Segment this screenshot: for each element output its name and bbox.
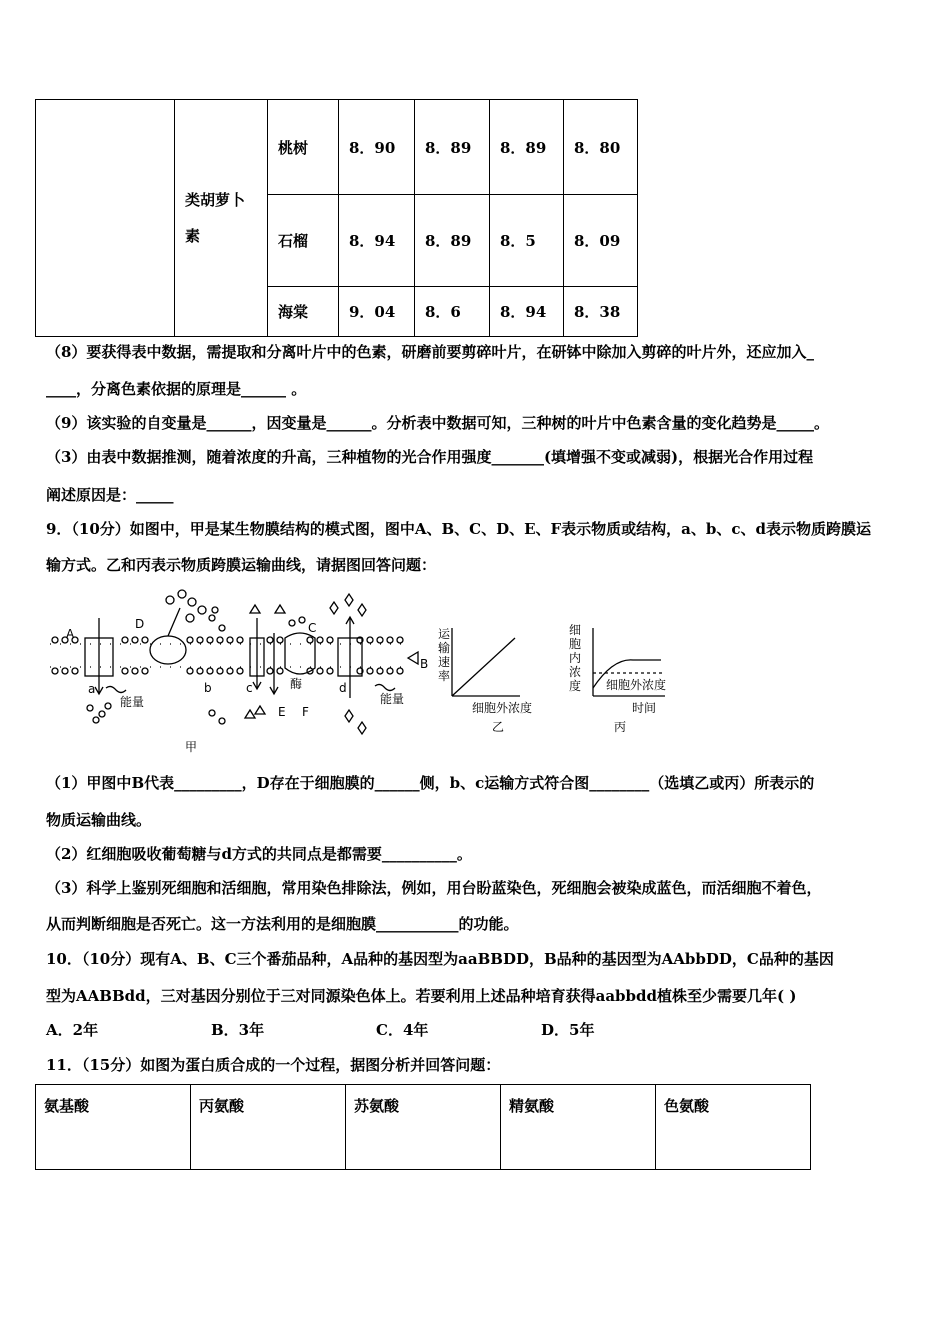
label-F: F — [302, 705, 309, 719]
value-cell: 8．38 — [564, 287, 638, 337]
label-c: c — [246, 681, 253, 695]
label-B: B — [420, 657, 429, 671]
q9-line2: 输方式。乙和丙表示物质跨膜运输曲线，请据图回答问题： — [46, 556, 437, 574]
value-cell: 8．89 — [415, 100, 490, 195]
label-E: E — [278, 705, 286, 719]
yi-xlabel: 细胞外浓度 — [472, 701, 533, 715]
yi-ylabel-1: 运 — [438, 627, 451, 641]
q3-reason-line: 阐述原因是：_____ — [46, 486, 174, 504]
figure-bing-label: 丙 — [614, 720, 627, 734]
value-cell: 8．90 — [339, 100, 415, 195]
value-cell: 8．80 — [564, 100, 638, 195]
energy-label-2: 能量 — [380, 692, 405, 706]
empty-cell — [36, 100, 175, 337]
bing-ylabel-3: 内 — [569, 651, 582, 665]
value-cell: 8．94 — [490, 287, 564, 337]
label-d: d — [339, 681, 347, 695]
value-cell: 9．04 — [339, 287, 415, 337]
yi-ylabel-2: 输 — [438, 641, 451, 655]
yi-ylabel-4: 率 — [438, 669, 451, 683]
value-cell: 8．89 — [415, 195, 490, 287]
q9-sub1-line1: （1）甲图中B代表_________，D存在于细胞膜的______侧，b、c运输方式符合图________（选填乙或丙）所表示的 — [46, 774, 815, 792]
membrane-figure — [40, 588, 740, 758]
category-cell: 类胡萝卜素 — [175, 100, 268, 337]
amino-acid-table — [35, 1084, 811, 1170]
value-cell: 8．94 — [339, 195, 415, 287]
lipid-bilayer — [50, 637, 405, 674]
label-a: a — [88, 682, 96, 696]
pigment-table — [35, 99, 638, 337]
label-b: b — [204, 681, 212, 695]
q11-line1: 11．（15分）如图为蛋白质合成的一个过程，据图分析并回答问题： — [46, 1056, 501, 1074]
energy-label-1: 能量 — [120, 695, 145, 709]
amino-acid-cell: 精氨酸 — [501, 1085, 656, 1170]
bing-ylabel-2: 胞 — [569, 637, 582, 651]
b-arrow-icon — [408, 652, 418, 664]
value-cell: 8．09 — [564, 195, 638, 287]
q8-line2: ____，分离色素依据的原理是______ 。 — [46, 380, 307, 398]
value-cell: 8．6 — [415, 287, 490, 337]
bing-xlabel: 时间 — [632, 701, 657, 715]
q9-sub3-line2: 从而判断细胞是否死亡。这一方法利用的是细胞膜___________的功能。 — [46, 915, 519, 933]
q8-line1: （8）要获得表中数据，需提取和分离叶片中的色素，研磨前要剪碎叶片，在研钵中除加入剪碎的叶片外，还应加入_ — [46, 343, 814, 361]
q9-sub1-line2: 物质运输曲线。 — [46, 811, 152, 829]
label-C: C — [308, 621, 317, 635]
enzyme-label: 酶 — [290, 677, 303, 691]
value-cell: 8．89 — [490, 100, 564, 195]
q10-line2: 型为AABBdd，三对基因分别位于三对同源染色体上。若要利用上述品种培育获得aabbdd植株至少需要几年( ) — [46, 987, 797, 1005]
q10-option-a[interactable]: A．2年 — [46, 1021, 99, 1039]
bing-ylabel-5: 度 — [569, 679, 582, 693]
bing-ylabel-4: 浓 — [569, 665, 582, 679]
q9-variable-line: （9）该实验的自变量是______，因变量是______。分析表中数据可知，三种树的叶片中色素含量的变化趋势是_____。 — [46, 414, 829, 432]
label-D: D — [135, 617, 145, 631]
glycoprotein-d — [150, 636, 186, 664]
amino-acid-cell: 丙氨酸 — [191, 1085, 346, 1170]
bing-ylabel-1: 细 — [569, 623, 582, 637]
yi-ylabel-3: 速 — [438, 655, 451, 669]
amino-acid-cell: 氨基酸 — [36, 1085, 191, 1170]
figure-jia-label: 甲 — [185, 740, 198, 754]
q9-line1: 9．（10分）如图中，甲是某生物膜结构的模式图，图中A、B、C、D、E、F表示物质或结构，a、b、c、d表示物质跨膜运 — [46, 520, 871, 538]
amino-acid-cell: 色氨酸 — [656, 1085, 811, 1170]
plant-cell: 石榴 — [268, 195, 339, 287]
label-A: A — [66, 627, 75, 641]
value-cell: 8．5 — [490, 195, 564, 287]
q9-sub3-line1: （3）科学上鉴别死细胞和活细胞，常用染色排除法，例如，用台盼蓝染色，死细胞会被染成蓝色，而活细胞不着色， — [46, 879, 822, 897]
amino-acid-cell: 苏氨酸 — [346, 1085, 501, 1170]
yi-line — [452, 638, 515, 696]
plant-cell: 海棠 — [268, 287, 339, 337]
q3-photosynthesis-line: （3）由表中数据推测，随着浓度的升高，三种植物的光合作用强度_______(填增强不变或减弱)，根据光合作用过程 — [46, 448, 814, 466]
q10-option-c[interactable]: C．4年 — [376, 1021, 429, 1039]
plant-cell: 桃树 — [268, 100, 339, 195]
bing-dash-label: 细胞外浓度 — [606, 678, 667, 692]
q9-sub2: （2）红细胞吸收葡萄糖与d方式的共同点是都需要__________。 — [46, 845, 472, 863]
q10-line1: 10．（10分）现有A、B、C三个番茄品种，A品种的基因型为aaBBDD，B品种的基因型为AAbbDD，C品种的基因 — [46, 950, 834, 968]
q10-option-b[interactable]: B．3年 — [211, 1021, 265, 1039]
q10-option-d[interactable]: D．5年 — [541, 1021, 595, 1039]
figure-yi-label: 乙 — [492, 720, 505, 734]
